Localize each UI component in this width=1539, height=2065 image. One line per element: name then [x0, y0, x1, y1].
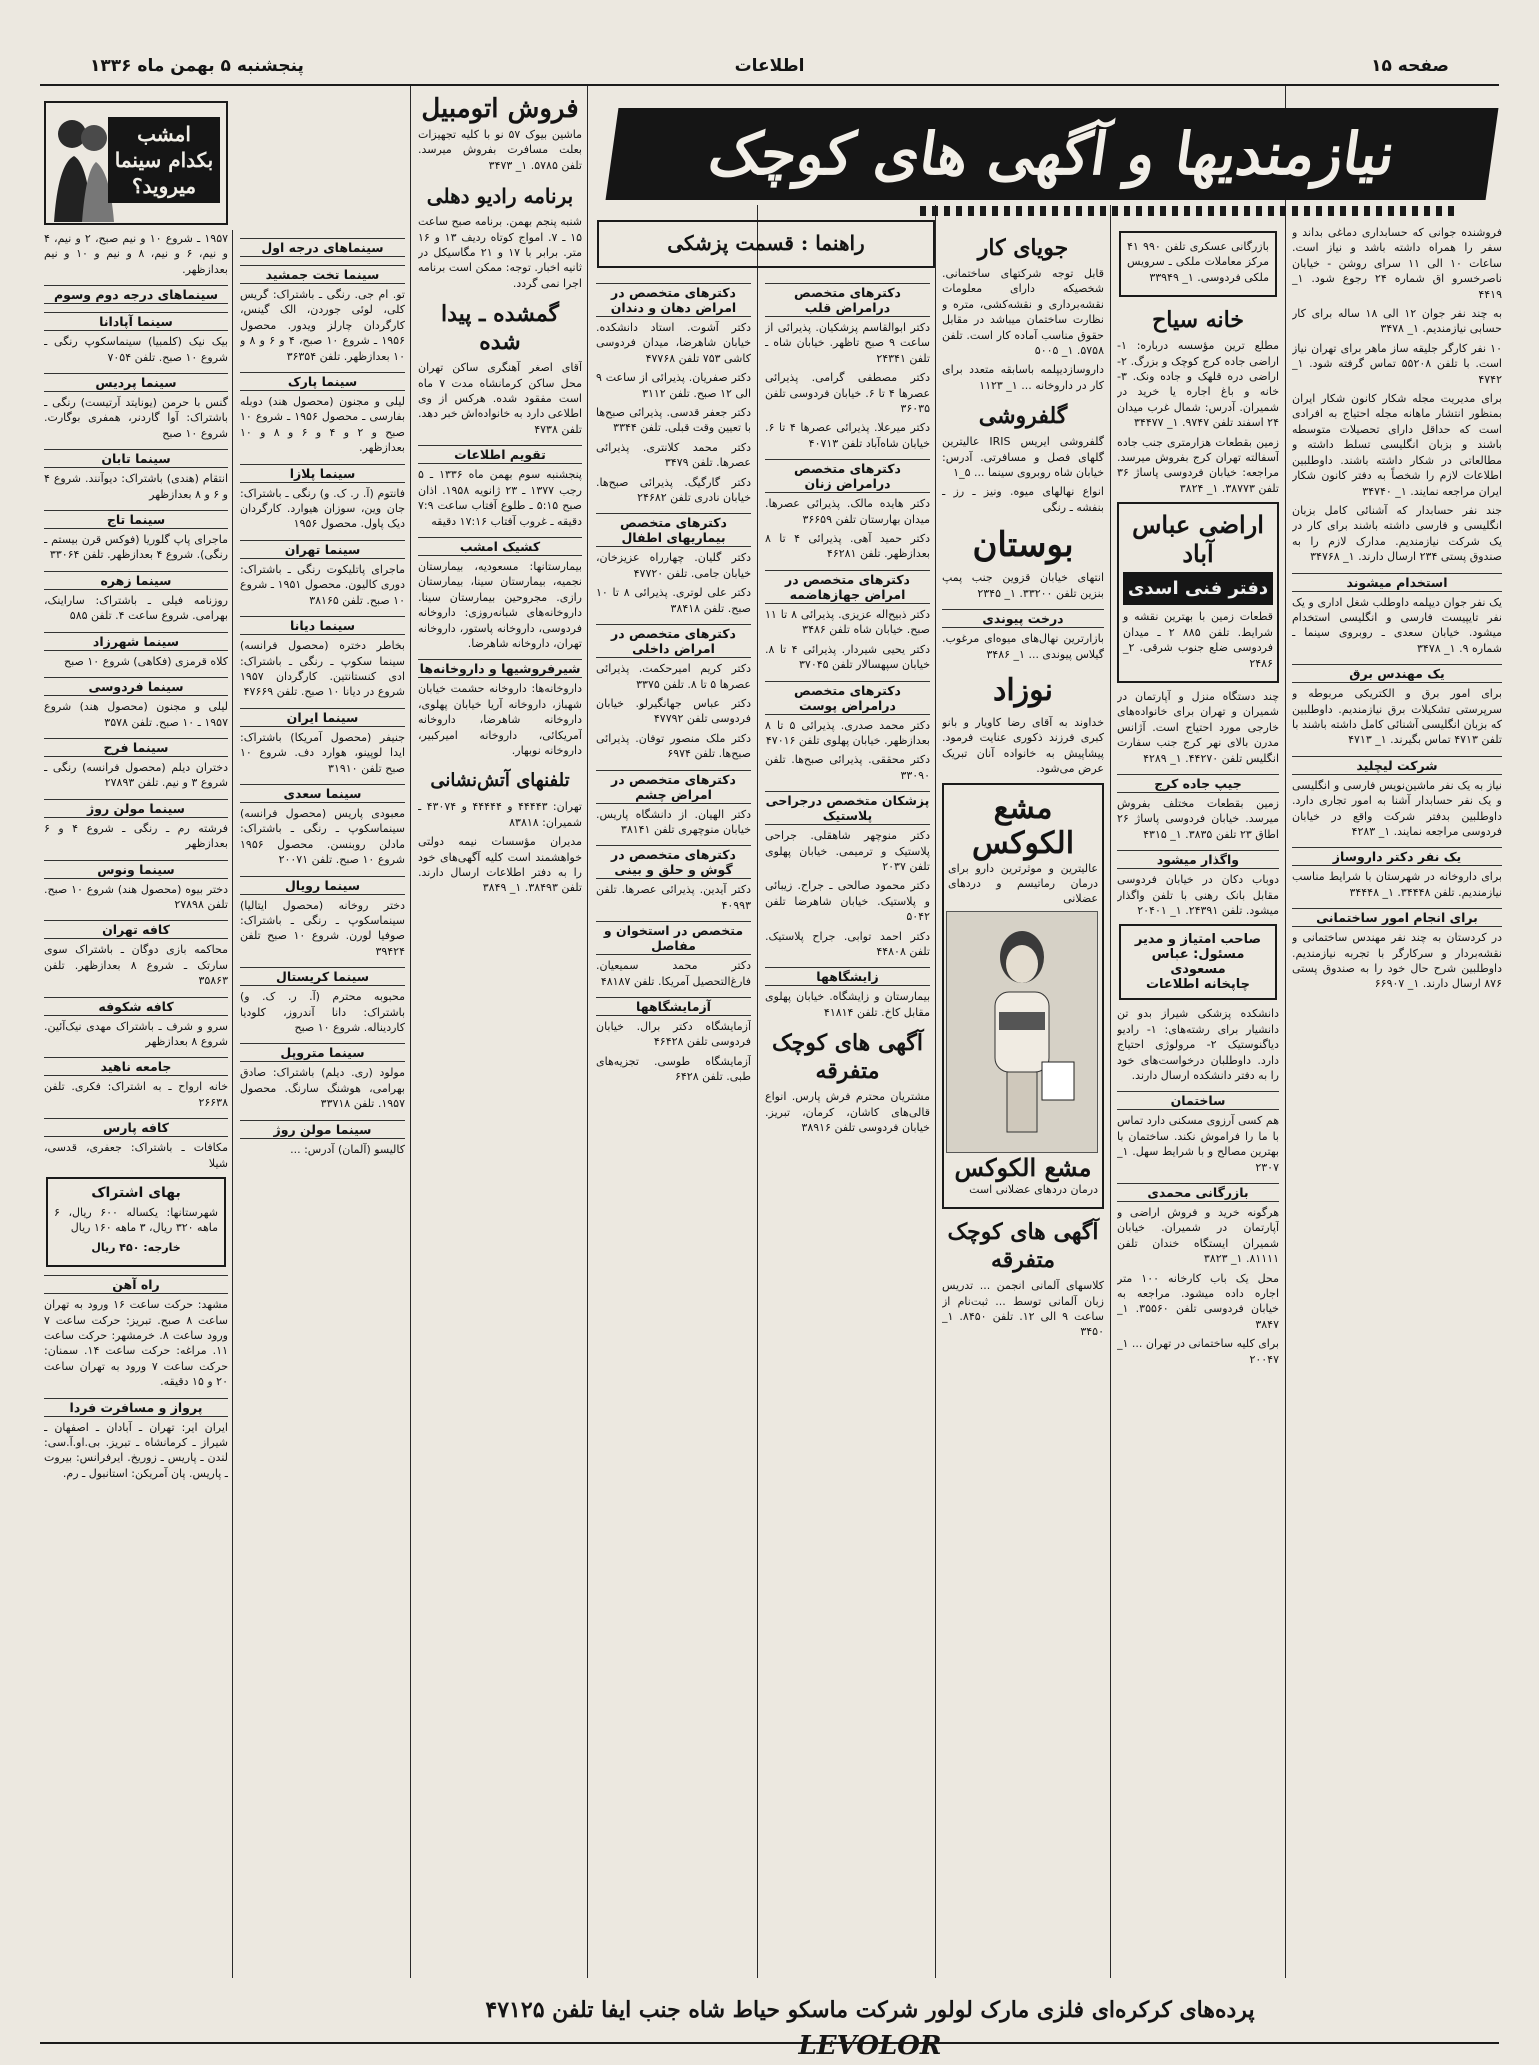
section-heading: جویای کار — [977, 235, 1069, 261]
subscription-foreign: خارجه: ۴۵۰ ریال — [91, 1240, 181, 1254]
cinema-name: سینما ایران — [240, 708, 405, 727]
ad-text: عالیترین و موثرترین دارو برای درمان رماتیسم و دردهای عضلانی — [948, 861, 1098, 906]
classified-item: چند دستگاه منزل و آپارتمان در شمیران و تهران برای خانواده‌های خارجی مورد احتیاج است. آژانس مدرن بالای نهر کرج جنب سفارت انگلیس تلفن ۴۴۲۷۰. ۱_ ۴۲۸۹ — [1117, 689, 1279, 765]
ad-tagline: درمان دردهای عضلانی است — [969, 1182, 1098, 1196]
section-heading: تلفنهای آتش‌نشانی — [430, 770, 570, 792]
doctor-listing: دکتر آشوت. استاد دانشکده. خیابان شاهرضا، میدان فردوسی کاشی ۷۵۳ تلفن ۴۷۷۶۸ — [596, 321, 751, 365]
cinema-listing: خانه ارواح ـ به اشتراک: فکری. تلفن ۲۶۶۳۸ — [44, 1080, 228, 1109]
cinema-name: سینما سعدی — [240, 784, 405, 803]
section-heading: راه آهن — [44, 1275, 228, 1294]
page-bottom-rule — [40, 2042, 1499, 2044]
classified-item: داروسازدیپلمه باسابقه متعدد برای کار در داروخانه ... ۱_ ۱۱۲۳ — [942, 363, 1104, 392]
classified-item: برای کلیه ساختمانی در تهران ... ۱_ ۲۰۰۴۷ — [1117, 1337, 1279, 1366]
column-rule — [232, 230, 233, 1978]
section-heading: شرکت لیچلید — [1292, 756, 1502, 775]
cinema-listing: گنس با حرمن (یونایتد آرتیست) رنگی ـ باشتراک: آوا گاردنر، همفری بوگارت. شروع ۱۰ صبح — [44, 396, 228, 440]
ad-subtitle: چاپخانه اطلاعات — [1145, 977, 1251, 993]
section-heading: یک نفر دکتر داروساز — [1292, 847, 1502, 866]
cinema-listing: معبودی پاریس (محصول فرانسه) سینماسکوپ ـ رنگی ـ باشتراک: مادلن روبنسن. محصول ۱۹۵۶ شروع ۱۰ صبح. تلفن ۲۰۰۷۱ — [240, 806, 405, 867]
classified-item: آقای اصغر آهنگری ساکن تهران محل ساکن کرمانشاه مدت ۷ ماه است مفقود شده. هرکس از وی اطلاعی دارد به خانواده‌اش خبر دهد. تلفن ۴۷۳۸ — [418, 361, 582, 436]
doctor-listing: دکتر مصطفی گرامی. پذیرائی عصرها ۴ تا ۶. خیابان فردوسی تلفن ۳۶۰۳۵ — [765, 371, 930, 416]
ad-banner: دفتر فنی اسدی — [1123, 572, 1273, 605]
column-announcements — [418, 86, 582, 1948]
column-misc-ads — [942, 225, 1104, 1948]
cinema-name: کافه شکوفه — [44, 997, 228, 1016]
cinema-listing: جنیفر (محصول آمریکا) باشتراک: ایدا لوپینو، هوارد دف. شروع ۱۰ صبح تلفن ۳۱۹۱۰ — [240, 730, 405, 775]
cinema-listing: ماجرای پاتلیکوت رنگی ـ باشتراک: دوری کالیون. محصول ۱۹۵۱ ـ شروع ۱۰ صبح. تلفن ۳۸۱۶۵ — [240, 562, 405, 607]
cinema-name: سینما فردوسی — [44, 677, 228, 696]
cinema-name: سینما مولن روژ — [44, 799, 228, 818]
footer-ad — [420, 1992, 1320, 2061]
classified-item: به چند نفر جوان ۱۲ الی ۱۸ ساله برای کار حسابی نیازمندیم. ۱_ ۳۴۷۸ — [1292, 307, 1502, 336]
classified-item: دوباب دکان در خیابان فردوسی مقابل بانک رهنی با تلفن واگذار میشود. تلفن ۲۴۳۹۱. ۱_ ۲۰۴۰۱ — [1117, 873, 1279, 917]
doctor-listing: دکتر میرعلا. پذیرائی عصرها ۴ تا ۶. خیابان شاه‌آباد تلفن ۴۰۷۱۳ — [765, 421, 930, 450]
ad-title: امشب بکدام سینما میروید؟ — [108, 117, 220, 203]
section-heading: آگهی های کوچک متفرقه — [771, 1030, 924, 1085]
doctor-listing: دکتر حمید آهی. پذیرائی ۴ تا ۸ بعدازظهر. تلفن ۴۶۲۸۱ — [765, 532, 930, 561]
doctor-listing: دکتر صفریان. پذیرائی از ساعت ۹ الی ۱۲ صبح. تلفن ۳۱۱۲ — [596, 371, 751, 400]
section-heading: واگذار میشود — [1117, 850, 1279, 869]
section-heading: زایشگاهها — [765, 967, 930, 986]
section-heading: تقویم اطلاعات — [418, 445, 582, 464]
ad-title: صاحب امتیاز و مدیر مسئول: عباس مسعودی — [1134, 932, 1262, 978]
cinema-name: سینما پلازا — [240, 464, 405, 483]
cinema-listing: کالیسو (آلمان) آدرس: ... — [290, 1142, 405, 1156]
cinema-listing: محبوبه محترم (آ. ر. ک. و) باشتراک: دانا آندروز، کلودیا کاردیناله. شروع ۱۰ صبح — [240, 990, 405, 1034]
section-heading: بازرگانی محمدی — [1117, 1183, 1279, 1202]
page-header — [90, 52, 1449, 82]
classified-item: بیمارستانها: مسعودیه، بیمارستان نجمیه، بیمارستان سینا، بیمارستان رازی. مجروحین بیمارستان سینا. داروخانه‌های شبانه‌روزی: داروخانه فردوسی، داروخانه پاستور، داروخانه تهران، داروخانه شاهرضا. — [418, 559, 582, 650]
column-rule — [1285, 86, 1286, 1978]
cinema-listing: فانتوم (آ. ر. ک. و) رنگی ـ باشتراک: جان وین، سوزان هیوارد. کارگردان دیک پاول. محصول ۱۹۵۶ — [240, 486, 405, 531]
cinema-listing: بخاطر دختره (محصول فرانسه) سینما سکوپ ـ رنگی ـ باشتراک: ادی کنستانتین. کارگردان ۱۹۵۷ شروع در دیانا ۱۰ صبح. تلفن ۴۷۶۶۹ — [240, 639, 405, 699]
classified-item: فروشنده جوانی که حسابداری دماغی بداند و سفر را همراه داشته باشد و نیاز است. ساعات ۱۰ الی ۱۱ سرای روشن - خیابان ناصرخسرو اق شماره ۲۴ رجوع شود. ۱_ ۴۴۱۹ — [1292, 226, 1502, 301]
section-heading: ساختمان — [1117, 1091, 1279, 1110]
classified-item: مطلع ترین مؤسسه درباره: ۱- اراضی جاده کرج کوچک و بزرگ. ۲- اراضی دره قلهک و جاده ونک. ۳- خانه و باغ اجاره یا خرید در شمیران. آدرس: شمال غرب میدان ۲۴ اسفند تلفن ۹۷۴۷. ۱_ ۳۴۴۷۷ — [1117, 339, 1279, 430]
classified-item: تهران: ۴۴۴۴۳ و ۴۴۴۴۴ و ۴۳۰۷۴ ـ شمیران: ۸۳۸۱۸ — [418, 800, 582, 829]
column-medical-right — [765, 275, 930, 1948]
ad-title: مشع الکوکس — [971, 790, 1075, 861]
classified-item: مشتریان محترم فرش پارس. انواع قالی‌های کاشان، کرمان، تبریز. خیابان فردوسی تلفن ۳۸۹۱۶ — [765, 1090, 930, 1134]
classified-item: زمین بقطعات مختلف بفروش میرسد. خیابان فردوسی پاساژ ۲۶ اطاق ۲۳ تلفن ۳۸۳۵. ۱_ ۴۳۱۵ — [1117, 796, 1279, 841]
classified-item: گلفروشی ایریس IRIS عالیترین گلهای فصل و مسافرتی. آدرس: خیابان شاه روبروی سینما ... ۵_۱ — [942, 435, 1104, 480]
cinema-name: سینما فرح — [44, 738, 228, 757]
cinema-name: سینما ونوس — [44, 860, 228, 879]
classified-item: برای مدیریت مجله شکار کانون شکار ایران بمنظور انتشار ماهانه مجله احتیاج به افرادی است که حداقل دارای تحصیلات متوسطه باشند و بزبان انگلیسی تسلط داشته و مطالعاتی در شکار داشته باشند. داوطلبین اطلاعات لازم را شخصاً به دفتر کانون شکار ایران مراجعه نمایند. ۱_ ۳۴۷۴۰ — [1292, 392, 1502, 498]
doctor-listing: دکتر محمد صدری. پذیرائی ۵ تا ۸ بعدازظهر. خیابان پهلوی تلفن ۴۷۰۱۶ — [765, 718, 930, 747]
section-heading: دکترهای متخصص در امراض جهازهاضمه — [765, 570, 930, 604]
ad-title-repeat: مشع الکوکس — [954, 1152, 1092, 1182]
footer-brand: LEVOLOR — [798, 2031, 942, 2061]
display-ad — [1117, 502, 1279, 683]
section-heading: دکترهای متخصص درامراض قلب — [765, 283, 930, 317]
doctor-listing: دکتر علی لوتری. پذیرائی ۸ تا ۱۰ صبح. تلفن ۳۸۴۱۸ — [596, 586, 751, 615]
header-rule — [40, 84, 1499, 86]
section-heading: دکترهای متخصص در گوش و حلق و بینی — [596, 845, 751, 879]
classified-item: کلاسهای آلمانی انجمن ... تدریس زبان آلمانی توسط ... ثبت‌نام از ساعت ۹ الی ۱۲. تلفن ۸۴۵۰. ۱_ ۳۴۵۰ — [942, 1279, 1104, 1339]
doctor-listing: دکتر احمد توابی. جراح پلاستیک. تلفن ۴۴۸۰۸ — [765, 929, 930, 958]
classified-item: ماشین بیوک ۵۷ نو با کلیه تجهیزات بعلت مسافرت بفروش میرسد. تلفن ۵۷۸۵. ۱_ ۳۴۷۳ — [418, 128, 582, 172]
column-cinemas-second — [44, 95, 228, 1948]
section-heading: یک مهندس برق — [1292, 664, 1502, 683]
subscription-rates: شهرستانها: یکساله ۶۰۰ ریال، ۶ ماهه ۳۲۰ ریال، ۳ ماهه ۱۶۰ ریال — [54, 1206, 218, 1235]
section-heading: متخصص در استخوان و مفاصل — [596, 921, 751, 955]
classified-item: قابل توجه شرکتهای ساختمانی. شخصیکه دارای معلومات نقشه‌برداری و نقشه‌کشی، متره و نظارت ساختمان میباشد در مقابل حقوق مناسب آماده کار است. تلفن ۵۷۵۸. ۱_ ۵۰۰۵ — [942, 267, 1104, 358]
cinema-listing: روزنامه فیلی ـ باشتراک: ساراینک، بهرامی. شروع ساعت ۴. تلفن ۵۸۵ — [44, 593, 228, 623]
doctor-listing: دکتر ابوالقاسم پزشکیان. پذیرائی از ساعت ۹ صبح تاظهر. خیابان شاه ـ تلفن ۲۴۳۴۱ — [765, 321, 930, 365]
classified-item: در کردستان به چند نفر مهندس ساختمانی و نقشه‌بردار و سرکارگر با تجربه نیازمندیم. داوطلبین شرح حال خود را به صندوق پستی ۸۷۶ ارسال دارند. ۱_ ۶۶۹۰۷ — [1292, 931, 1502, 991]
cinema-listing: لیلی و مجنون (محصول هند) دوبله بفارسی ـ محصول ۱۹۵۶ ـ شروع ۱۰ صبح و ۲ و ۴ و ۶ و ۸ و ۱۰ بعدازظهر. — [240, 395, 405, 455]
classified-item: هم کسی آرزوی مسکنی دارد تماس با ما را فراموش نکند. ساختمان با بهترین مصالح و با شرایط سهل. ۱_ ۲۳۰۷ — [1117, 1114, 1279, 1174]
ad-illustration — [946, 911, 1098, 1153]
column-rule — [1110, 205, 1111, 1978]
train-schedule: مشهد: حرکت ساعت ۱۶ ورود به تهران ساعت ۸ صبح. تبریز: حرکت ساعت ۷ ورود ساعت ۸. خرمشهر: حرکت ساعت ۱۱. مراغه: حرکت ساعت ۱۴. سمنان: حرکت ساعت ۷ ورود به تهران ساعت ۲۰ و ۱۵ دقیقه. — [44, 1298, 228, 1389]
doctor-listing: دکتر محمد سمیعیان. فارغ‌التحصیل آمریکا. تلفن ۴۸۱۸۷ — [596, 959, 751, 988]
section-heading: دکترهای متخصص در امراض دهان و دندان — [596, 283, 751, 317]
classified-item: پنجشنبه سوم بهمن ماه ۱۳۳۶ ـ ۵ رجب ۱۳۷۷ ـ ۲۳ ژانویه ۱۹۵۸. اذان صبح ۵:۱۵ ـ طلوع آفتاب ساعت ۷:۹ دقیقه ـ غروب آفتاب ۱۷:۱۶ دقیقه — [418, 468, 582, 528]
column-medical-left — [596, 275, 751, 1948]
doctor-listing: آزمایشگاه طوسی. تجزیه‌های طبی. تلفن ۶۴۲۸ — [596, 1054, 751, 1084]
cinema-listing: فرشته رم ـ رنگی ـ شروع ۴ و ۶ بعدازظهر — [44, 821, 228, 851]
classified-item: برای امور برق و الکتریکی مربوطه و سرپرستی تشکیلات برق نیازمندیم. داوطلبین که بزبان انگلیسی آشنائی کامل داشته باشند با تلفن ۴۷۱۳ تماس بگیرند. ۱_ ۴۷۱۳ — [1292, 687, 1502, 747]
column-rule — [410, 86, 411, 1978]
section-heading: آگهی های کوچک متفرقه — [947, 1219, 1099, 1274]
cinema-name: سینما تخت جمشید — [240, 265, 405, 284]
ad-title: بوستان — [972, 525, 1074, 566]
column-classifieds-jobs — [1292, 225, 1502, 1948]
section-heading: دکترهای متخصص درامراض پوست — [765, 681, 930, 715]
classified-item: نیاز به یک نفر ماشین‌نویس فارسی و انگلیسی و یک نفر حسابدار آشنا به امور تجاری دارد. داوطلبین بدفتر شرکت واقع در خیابان فردوسی مراجعه نمایند. ۱_ ۴۲۸۳ — [1292, 778, 1502, 838]
section-heading: سینماهای درجه اول — [240, 238, 405, 257]
cinema-name: سینما رویال — [240, 876, 405, 895]
cinema-name: سینما آپادانا — [44, 312, 228, 331]
doctor-listing: بیمارستان و زایشگاه. خیابان پهلوی مقابل کاخ. تلفن ۴۱۸۱۴ — [765, 990, 930, 1019]
column-rule — [587, 86, 588, 1978]
medical-guide-title: راهنما : قسمت پزشکی — [667, 231, 865, 255]
cinema-listing: انتقام (هندی) باشتراک: دیوآنند. شروع ۴ و ۶ و ۸ بعدازظهر — [44, 472, 228, 501]
classified-item: دانشکده پزشکی شیراز بدو تن دانشیار برای رشته‌های: ۱- رادیو دیاگنوستیک ۲- مرولوژی احتیاج دارد. داوطلبان درخواست‌های خود را به دفتر دانشکده ارسال دارند. — [1117, 1007, 1279, 1082]
doctor-listing: دکتر جعفر قدسی. پذیرائی صبح‌ها با تعیین وقت قبلی. تلفن ۳۳۴۴ — [596, 406, 751, 435]
cinema-listing: دختران دیلم (محصول فرانسه) رنگی ـ شروع ۳ و نیم. تلفن ۲۷۸۹۳ — [44, 760, 228, 790]
section-heading: درخت پیوندی — [942, 609, 1104, 628]
section-heading: پزشکان متخصص درجراحی پلاستیک — [765, 793, 930, 824]
doctor-listing: دکتر آیدین. پذیرائی عصرها. تلفن ۴۰۹۹۳ — [596, 883, 751, 912]
doctor-listing: دکتر محققی. پذیرائی صبح‌ها. تلفن ۳۳۰۹۰ — [765, 753, 930, 782]
section-heading: دکترهای متخصص بیماریهای اطفال — [596, 513, 751, 547]
cinema-name: سینما شهرزاد — [44, 632, 228, 651]
classified-item: هرگونه خرید و فروش اراضی و آپارتمان در شمیران. خیابان شمیران ایستگاه خندان تلفن ۸۱۱۱۱. ۱_ ۳۸۲۳ — [1117, 1206, 1279, 1266]
section-heading: جیپ جاده کرج — [1117, 774, 1279, 793]
cinema-listing: ماجرای پاپ گلوریا (فوکس قرن بیستم ـ رنگی). شروع ۴ بعدازظهر. تلفن ۳۳۰۶۴ — [44, 533, 228, 562]
doctor-listing: دکتر منوچهر شاهقلی. جراحی پلاستیک و ترمیمی. خیابان پهلوی تلفن ۲۰۳۷ — [765, 829, 930, 873]
section-heading: شیرفروشیها و داروخانه‌ها — [419, 661, 581, 677]
page-number: صفحه ۱۵ — [1371, 56, 1449, 76]
section-heading: دکترهای متخصص در امراض داخلی — [596, 624, 751, 658]
cinema-display-ad — [44, 101, 228, 225]
paper-name: اطلاعات — [734, 56, 805, 76]
doctor-listing: آزمایشگاه دکتر برال. خیابان فردوسی تلفن ۴۶۴۲۸ — [596, 1019, 751, 1049]
cinema-listing: سرو و شرف ـ باشتراک مهدی نیک‌آئین. شروع ۸ بعدازظهر — [44, 1019, 228, 1048]
classified-item: جند نفر حسابدار که آشنائی کامل بزبان انگلیسی و فارسی داشته باشند برای کار در یک شرکت نیازمندیم. مدارک لازم را به صندوق پستی ۲۳۴ ارسال دارند. ۱_ ۳۴۷۶۸ — [1292, 503, 1502, 564]
cinema-name: سینما تابان — [44, 449, 228, 468]
column-rule — [935, 205, 936, 1978]
section-heading: پرواز و مسافرت فردا — [44, 1398, 228, 1417]
ad-text: قطعات زمین با بهترین نقشه و شرایط. تلفن ۸۸۵ ۲ ـ میدان فردوسی ضلع جنوب شرقی. ۲_ ۲۴۸۶ — [1123, 610, 1273, 670]
ad-text: بازرگانی عسکری تلفن ۹۹۰ ۴۱ مرکز معاملات ملکی ـ سرویس ملکی فردوسی. ۱_ ۳۳۹۴۹ — [1127, 240, 1269, 284]
subscription-title: بهای اشتراک — [91, 1185, 181, 1201]
ad-box — [1119, 231, 1277, 297]
ad-box — [1119, 924, 1277, 1000]
classified-item: برای داروخانه در شهرستان با شرایط مناسب نیازمندیم. تلفن ۳۴۴۴۸. ۱_ ۳۴۴۴۸ — [1292, 870, 1502, 899]
masthead-banner: نیازمندیها و آگهی های کوچک — [606, 108, 1499, 200]
section-heading: سینماهای درجه دوم وسوم — [44, 285, 228, 304]
display-ad-alcocks — [942, 783, 1104, 1210]
ad-title: فروش اتومبیل — [421, 94, 579, 124]
cinema-name: سینما تهران — [240, 540, 405, 559]
cinema-name: سینما پردیس — [44, 373, 228, 392]
cinema-name: کافه تهران — [44, 920, 228, 939]
subscription-box — [46, 1177, 226, 1267]
cinema-name: سینما پارک — [240, 372, 405, 391]
doctor-listing: دکتر گلیان. چهارراه عزیزخان، خیابان جامی. تلفن ۴۷۷۲۰ — [596, 551, 751, 580]
doctor-listing: دکتر محمد کلانتری. پذیرائی عصرها. تلفن ۳۴۷۹ — [596, 440, 751, 470]
cinema-name: سینما زهره — [44, 571, 228, 590]
cinema-listing: کلاه قرمزی (فکاهی) شروع ۱۰ صبح — [64, 654, 228, 668]
doctor-listing: دکتر یحیی شیردار. پذیرائی ۴ تا ۸. خیابان سپهسالار تلفن ۳۷۰۴۵ — [765, 642, 930, 672]
cinema-name: سینما دیانا — [240, 616, 405, 635]
section-heading: دکترهای متخصص درامراض زنان — [765, 459, 930, 493]
doctor-listing: دکتر کریم امیرحکمت. پذیرائی عصرها ۵ تا ۸. تلفن ۳۳۷۵ — [596, 662, 751, 691]
cinema-listing: دختر روخانه (محصول ایتالیا) سینماسکوپ ـ رنگی ـ باشتراک: صوفیا لورن. شروع ۱۰ صبح تلفن ۳۹۴۲۴ — [240, 898, 405, 958]
cinema-listing: دختر بیوه (محصول هند) شروع ۱۰ صبح. تلفن ۲۷۸۹۸ — [44, 882, 228, 911]
doctor-listing: دکتر هایده مالک. پذیرائی عصرها. میدان بهارستان تلفن ۳۶۶۵۹ — [765, 497, 930, 526]
cinema-listing: محاکمه بازی دوگان ـ باشتراک سوی سارتک ـ شروع ۸ بعدازظهر. تلفن ۳۵۸۶۳ — [44, 943, 228, 988]
cinema-name: سینما تاج — [44, 510, 228, 529]
classified-item: خداوند به آقای رضا کاویار و بانو کبری فرزند ذکوری عنایت فرمود. پیشاپیش به خانواده آنان تبریک عرض می‌شود. — [942, 715, 1104, 776]
section-heading: استخدام میشوند — [1292, 573, 1502, 592]
doctor-listing: دکتر گارگیگ. پذیرائی صبح‌ها. خیابان نادری تلفن ۲۴۶۸۲ — [596, 475, 751, 505]
classified-item: محل یک باب کارخانه ۱۰۰ متر اجاره داده میشود. مراجعه به خیابان فردوسی تلفن ۳۵۵۶۰. ۱_ ۳۸۴۷ — [1117, 1271, 1279, 1331]
date-line: پنجشنبه ۵ بهمن ماه ۱۳۳۶ — [90, 56, 304, 76]
classified-item: داروخانه‌ها: داروخانه حشمت خیابان شهباز، داروخانه آریا خیابان پهلوی، داروخانه شاهرضا، داروخانه آمریکائی، داروخانه امیرکبیر، داروخانه نوبهار. — [418, 682, 582, 757]
cinema-name: کافه پارس — [44, 1118, 228, 1137]
cinema-listing: بیک نیک (کلمبیا) سینماسکوپ رنگی ـ شروع ۱۰ صبح. تلفن ۷۰۵۴ — [44, 335, 228, 364]
section-heading: آزمایشگاهها — [596, 997, 751, 1016]
section-heading: دکترهای متخصص در امراض چشم — [596, 770, 751, 804]
cinema-listing: لیلی و مجنون (محصول هند) شروع ۱۹۵۷ ـ ۱۰ صبح. تلفن ۳۵۷۸ — [44, 700, 228, 729]
column-real-estate — [1117, 225, 1279, 1948]
classified-item: یک نفر جوان دیپلمه داوطلب شغل اداری و یک نفر تایپیست فارسی و انگلیسی استخدام میشود. خیابان سعدی ـ روبروی سینما ـ شماره ۹. ۱_ ۳۴۷۸ — [1292, 595, 1502, 655]
cinema-name: جامعه ناهید — [44, 1057, 228, 1076]
column-cinemas-first — [240, 230, 405, 1948]
classified-item: زمین بقطعات هزارمتری جنب جاده آسفالته تهران کرج بفروش میرسد. مراجعه: خیابان فردوسی پاساژ ۳۶ تلفن ۳۸۷۷۳. ۱_ ۳۸۲۴ — [1117, 435, 1279, 495]
ad-title: خانه سیاح — [1152, 307, 1244, 334]
flight-schedule: ایران ایر: تهران ـ آبادان ـ اصفهان ـ شیراز ـ کرمانشاه ـ تبریز. بی.او.آ.سی: لندن ـ پاریس ـ زوریخ. ایرفرانس: بیروت ـ پاریس. پان آمریکن: استانبول ـ رم. — [44, 1420, 228, 1480]
cinema-name: سینما کریستال — [240, 967, 405, 986]
cinema-name: سینما مولن روژ — [240, 1120, 405, 1139]
column-rule — [757, 205, 758, 1978]
section-heading: گلفروشی — [978, 403, 1068, 430]
ad-title: اراضی عباس آباد — [1132, 510, 1264, 569]
doctor-listing: دکتر الهیان. از دانشگاه پاریس. خیابان منوچهری تلفن ۳۸۱۴۱ — [596, 807, 751, 836]
medical-guide-box — [597, 220, 935, 268]
doctor-listing: دکتر محمود صالحی ـ جراح. زیبائی و پلاستیک. خیابان شاهرضا تلفن ۵۰۴۲ — [765, 879, 930, 924]
section-heading: گمشده ـ پیدا شده — [440, 301, 560, 356]
classified-item: انتهای خیابان قزوین جنب پمپ بنزین تلفن ۳۳۲۰۰. ۱_ ۲۳۴۵ — [942, 571, 1104, 600]
classified-item: مدیران مؤسسات نیمه دولتی خواهشمند است کلیه آگهی‌های خود را به دفتر اطلاعات ارسال دارند. تلفن ۳۸۴۹۳. ۱_ ۳۸۴۹ — [418, 835, 582, 895]
classified-item: شنبه پنجم بهمن. برنامه صبح ساعت ۱۵ ـ ۷. امواج کوتاه ردیف ۱۳ و ۱۶ متر. برابر با ۱۷ و ۲۱ مگاسیکل در ثانیه اخبار. توجه: ممکن است برنامه اجرا نمی گردد. — [418, 215, 582, 290]
ad-title: برنامه رادیو دهلی — [426, 184, 574, 209]
classified-item: ۱۰ نفر کارگر جلیقه ساز ماهر برای تهران نیاز است. با تلفن ۵۵۲۰۸ تماس گرفته شود. ۱_ ۴۷۴۲ — [1292, 341, 1502, 386]
ad-title: نوزاد — [992, 672, 1054, 708]
doctor-listing: دکتر ذبیح‌اله عزیزی. پذیرائی ۸ تا ۱۱ صبح. خیابان شاه تلفن ۳۴۸۶ — [765, 607, 930, 637]
cinema-listing: تو. ام جی. رنگی ـ باشتراک: گریس کلی، لوئی جوردن، الک گینس، کارگردان چارلز ویدور. محصول ۱۹۵۶ ـ شروع ۱۰ صبح، ۴ و ۶ و ۸ و ۱۰ بعدازظهر. تلفن ۳۶۳۵۴ — [240, 288, 405, 363]
doctor-listing: دکتر عباس جهانگیرلو. خیابان فردوسی تلفن ۴۷۷۹۲ — [596, 696, 751, 726]
section-heading: کشیک امشب — [418, 537, 582, 556]
doctor-listing: دکتر ملک منصور توفان. پذیرائی صبح‌ها. تلفن ۶۹۷۴ — [596, 731, 751, 761]
footer-ad-text: پرده‌های کرکره‌ای فلزی مارک لولور شرکت ماسکو حیاط شاه جنب ایفا تلفن ۴۷۱۲۵ — [485, 1997, 1255, 2023]
classified-item: بازارترین نهال‌های میوه‌ای مرغوب. گیلاس پیوندی ... ۱_ ۳۴۸۶ — [942, 632, 1104, 661]
section-heading: برای انجام امور ساختمانی — [1292, 908, 1502, 927]
cinema-listing: مولود (ری. دیلم) باشتراک: صادق بهرامی، هوشنگ سارنگ. محصول ۱۹۵۷. تلفن ۳۳۷۱۸ — [240, 1066, 405, 1111]
woman-illustration — [947, 912, 1097, 1152]
cinema-listing: ۱۹۵۷ ـ شروع ۱۰ و نیم صبح، ۲ و نیم، ۴ و نیم، ۶ و نیم، ۸ و نیم و ۱۰ و نیم بعدازظهر. — [44, 232, 228, 276]
masthead-zigzag — [920, 206, 1460, 216]
cinema-name: سینما متروپل — [240, 1043, 405, 1062]
cinema-listing: مکافات ـ باشتراک: جعفری، قدسی، شیلا — [44, 1141, 228, 1170]
classified-item: انواع نهالهای میوه. ونیز ـ رز ـ بنفشه ـ رنگی — [942, 485, 1104, 514]
